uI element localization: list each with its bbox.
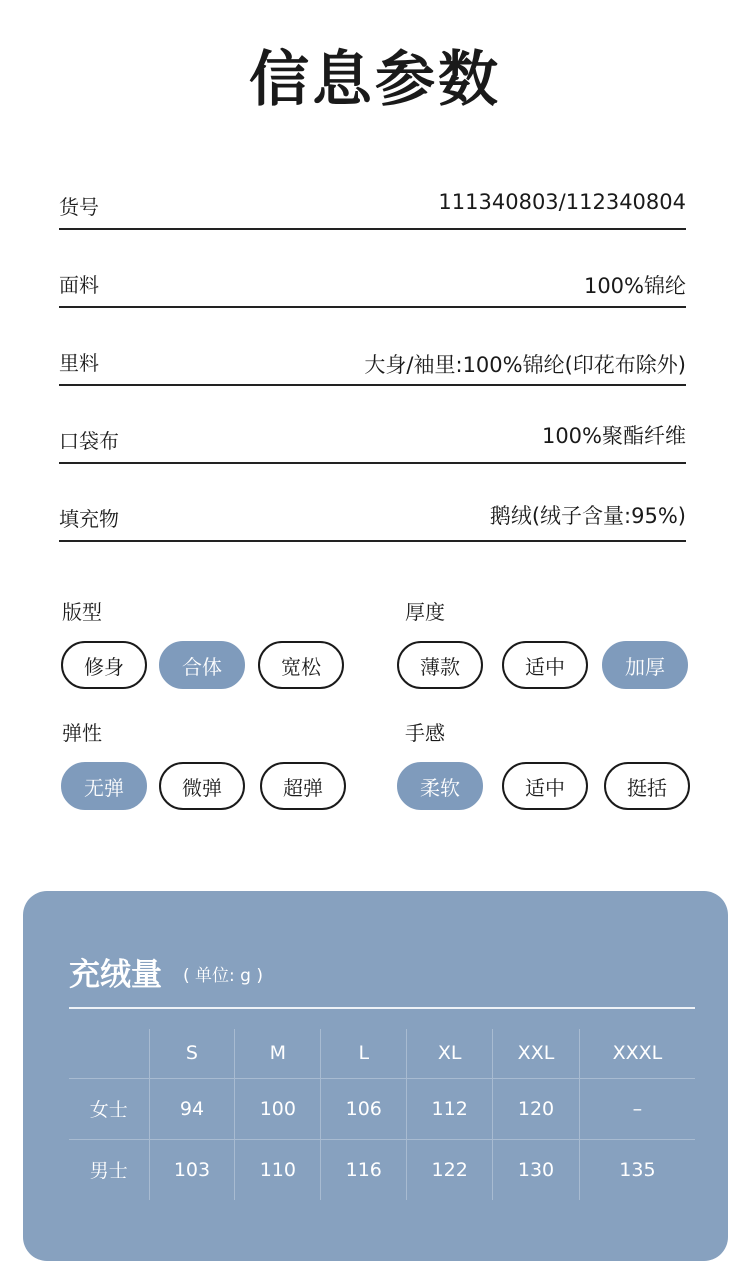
table-cell: 122 bbox=[407, 1139, 493, 1200]
chip-feel-medium[interactable]: 适中 bbox=[502, 762, 588, 810]
size-header: XXXL bbox=[579, 1029, 695, 1078]
chip-fit-loose[interactable]: 宽松 bbox=[258, 641, 344, 689]
chip-fit-slim[interactable]: 修身 bbox=[61, 641, 147, 689]
spec-value: 大身/袖里:100%锦纶(印花布除外) bbox=[364, 353, 686, 377]
spec-row-lining bbox=[59, 326, 686, 386]
spec-label: 填充物 bbox=[59, 507, 119, 531]
chip-elasticity-slight[interactable]: 微弹 bbox=[159, 762, 245, 810]
spec-row-fabric bbox=[59, 248, 686, 308]
table-cell: 106 bbox=[321, 1078, 407, 1139]
row-label: 女士 bbox=[69, 1078, 149, 1139]
fill-weight-unit: ( 单位: g ) bbox=[183, 966, 263, 986]
table-cell: 116 bbox=[321, 1139, 407, 1200]
spec-row-pocket bbox=[59, 404, 686, 464]
fill-weight-panel bbox=[23, 891, 728, 1261]
spec-value: 111340803/112340804 bbox=[438, 190, 686, 214]
attr-label-hand-feel: 手感 bbox=[405, 721, 445, 745]
size-header: XXL bbox=[493, 1029, 580, 1078]
attr-label-fit: 版型 bbox=[62, 600, 102, 624]
table-cell: 130 bbox=[493, 1139, 580, 1200]
spec-label: 口袋布 bbox=[59, 429, 119, 453]
divider bbox=[69, 1007, 695, 1009]
table-row bbox=[69, 1078, 695, 1139]
page-title: 信息参数 bbox=[249, 45, 501, 115]
table-cell: 100 bbox=[235, 1078, 321, 1139]
spec-label: 里料 bbox=[59, 351, 99, 375]
table-cell: 110 bbox=[235, 1139, 321, 1200]
attr-label-thickness: 厚度 bbox=[405, 600, 445, 624]
size-header: M bbox=[235, 1029, 321, 1078]
chip-feel-crisp[interactable]: 挺括 bbox=[604, 762, 690, 810]
fill-weight-title: 充绒量 bbox=[69, 957, 162, 993]
spec-value: 鹅绒(绒子含量:95%) bbox=[489, 504, 686, 528]
header-corner bbox=[69, 1029, 149, 1078]
fill-weight-table bbox=[69, 1029, 695, 1200]
table-cell: 94 bbox=[149, 1078, 235, 1139]
table-row bbox=[69, 1139, 695, 1200]
chip-thickness-medium[interactable]: 适中 bbox=[502, 641, 588, 689]
chip-elasticity-none[interactable]: 无弹 bbox=[61, 762, 147, 810]
spec-value: 100%聚酯纤维 bbox=[541, 424, 686, 448]
chip-fit-regular[interactable]: 合体 bbox=[159, 641, 245, 689]
row-label: 男士 bbox=[69, 1139, 149, 1200]
spec-row-item-number bbox=[59, 170, 686, 230]
spec-label: 货号 bbox=[59, 195, 99, 219]
spec-label: 面料 bbox=[59, 273, 99, 297]
chip-thickness-thin[interactable]: 薄款 bbox=[397, 641, 483, 689]
table-cell: 103 bbox=[149, 1139, 235, 1200]
table-cell: – bbox=[579, 1078, 695, 1139]
table-cell: 120 bbox=[493, 1078, 580, 1139]
chip-thickness-thick[interactable]: 加厚 bbox=[602, 641, 688, 689]
attr-label-elasticity: 弹性 bbox=[62, 721, 102, 745]
size-header: XL bbox=[407, 1029, 493, 1078]
spec-value: 100%锦纶 bbox=[583, 274, 686, 298]
size-header: S bbox=[149, 1029, 235, 1078]
table-header-row bbox=[69, 1029, 695, 1078]
chip-elasticity-super[interactable]: 超弹 bbox=[260, 762, 346, 810]
chip-feel-soft[interactable]: 柔软 bbox=[397, 762, 483, 810]
table-cell: 135 bbox=[579, 1139, 695, 1200]
table-cell: 112 bbox=[407, 1078, 493, 1139]
size-header: L bbox=[321, 1029, 407, 1078]
spec-row-filling bbox=[59, 482, 686, 542]
